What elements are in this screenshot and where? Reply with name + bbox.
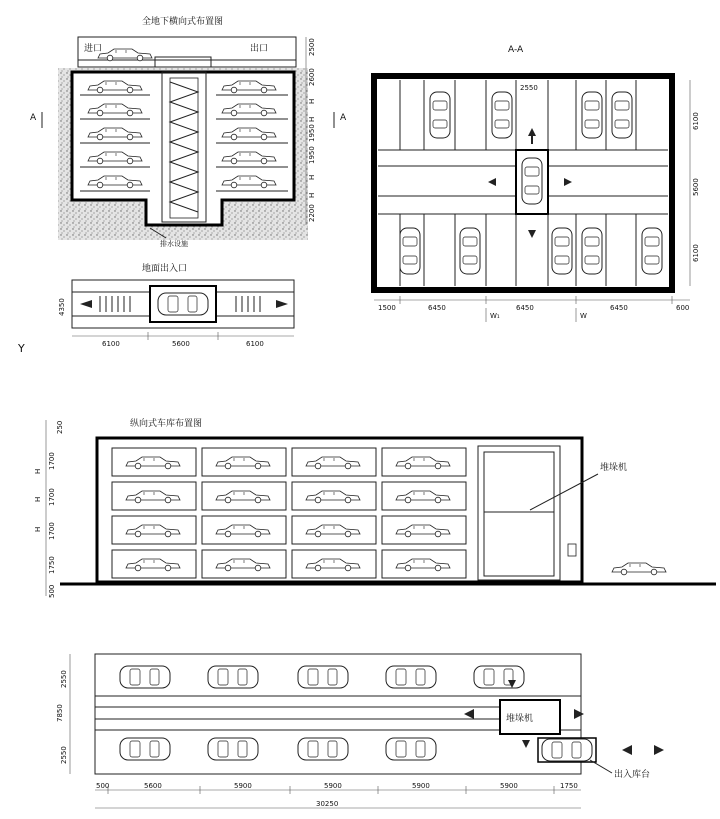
section-arrow-left [488, 178, 496, 186]
section-bottom-dim-4: 600 [676, 304, 690, 312]
io-platform-label: 出入库台 [614, 770, 651, 780]
section-bottom-dim-0: 1500 [378, 304, 396, 312]
vert-dim-8: 500 [48, 584, 56, 598]
vert-dim-2: H [34, 468, 42, 474]
io-arrow-left [622, 745, 632, 755]
section-arrow-right [564, 178, 572, 186]
dim-r-5: 1950 [308, 146, 316, 164]
car-on-lift [522, 158, 542, 204]
vertical-title: 纵向式车库布置图 [130, 419, 203, 429]
section-marker-left: A [30, 113, 37, 123]
dim-r-2: H [308, 98, 316, 104]
exit-label: 出口 [250, 44, 269, 54]
plan-bottom-cars [120, 738, 436, 760]
plan-arrow-right [574, 709, 584, 719]
section-right-dim-2: 6100 [692, 244, 700, 262]
section-w: W [580, 312, 587, 320]
vertical-garage-plan [56, 654, 664, 808]
dim-r-1: 2600 [308, 68, 316, 86]
section-title: A-A [508, 45, 524, 55]
right-dimension-column [306, 37, 316, 225]
entry-label: 进口 [84, 44, 103, 54]
stacker-label-plan: 堆垛机 [506, 714, 534, 724]
ground-dim-0: 6100 [102, 340, 120, 348]
plan-left-dim-1: 7850 [56, 704, 64, 722]
vert-dim-1: 1700 [48, 452, 56, 470]
car-outside-elevation [612, 563, 666, 575]
plan-bottom-dim-2: 5900 [234, 782, 252, 790]
ground-arrow-right [276, 300, 288, 308]
elevation-bays [112, 448, 466, 578]
dim-r-3: H [308, 116, 316, 122]
underground-layout-diagram [30, 15, 347, 248]
plan-total-dim: 30250 [316, 800, 339, 808]
car-at-ground-entrance [158, 293, 208, 315]
plan-bottom-dim-5: 5900 [500, 782, 518, 790]
plan-bottom-dim-1: 5600 [144, 782, 162, 790]
ground-entrance-title: 地面出入口 [142, 264, 188, 274]
section-bottom-dim-3: 6450 [610, 304, 628, 312]
plan-left-dim-2: 2550 [60, 746, 68, 764]
ground-arrow-left [80, 300, 92, 308]
section-w1: W₁ [490, 312, 500, 320]
plan-left-dim-0: 2550 [60, 670, 68, 688]
car-at-entry [98, 49, 152, 61]
plan-bottom-dim-0: 500 [96, 782, 110, 790]
drainage-label: 排水设施 [160, 240, 188, 248]
vert-dim-7: 1750 [48, 556, 56, 574]
vertical-garage-elevation [34, 417, 716, 598]
ground-dim-left: 4350 [58, 298, 66, 316]
vert-dim-0: 250 [56, 420, 64, 434]
ground-entrance-diagram [17, 262, 294, 355]
section-right-dim-0: 6100 [692, 112, 700, 130]
section-bottom-stalls [400, 214, 662, 286]
dim-r-8: 2200 [308, 204, 316, 222]
io-arrow-right [654, 745, 664, 755]
section-aa-diagram [374, 45, 700, 322]
section-right-dim-1: 5600 [692, 178, 700, 196]
section-bottom-dim-2: 6450 [516, 304, 534, 312]
ground-dim-2: 6100 [246, 340, 264, 348]
underground-title: 全地下横向式布置图 [142, 17, 224, 27]
vert-dim-5: 1700 [48, 522, 56, 540]
plan-bottom-dim-4: 5900 [412, 782, 430, 790]
plan-bottom-dim-3: 5900 [324, 782, 342, 790]
section-dim-width: 2550 [520, 84, 538, 92]
stacker-crane-frame [478, 446, 560, 580]
vert-dim-6: H [34, 526, 42, 532]
dim-r-0: 2500 [308, 38, 316, 56]
ground-dim-1: 5600 [172, 340, 190, 348]
dim-r-4: 1950 [308, 124, 316, 142]
car-on-io-platform [542, 739, 592, 761]
plan-top-cars [120, 666, 524, 688]
section-marker-right: A [340, 113, 347, 123]
plan-arrow-down [522, 740, 530, 748]
dim-r-6: H [308, 174, 316, 180]
vert-dim-3: 1700 [48, 488, 56, 506]
plan-arrow-left [464, 709, 474, 719]
section-bottom-dim-1: 6450 [428, 304, 446, 312]
plan-bottom-dim-6: 1750 [560, 782, 578, 790]
stacker-label: 堆垛机 [600, 463, 628, 473]
dim-r-7: H [308, 192, 316, 198]
y-marker: Y [18, 342, 25, 355]
vert-dim-4: H [34, 496, 42, 502]
section-top-stalls [400, 80, 636, 150]
